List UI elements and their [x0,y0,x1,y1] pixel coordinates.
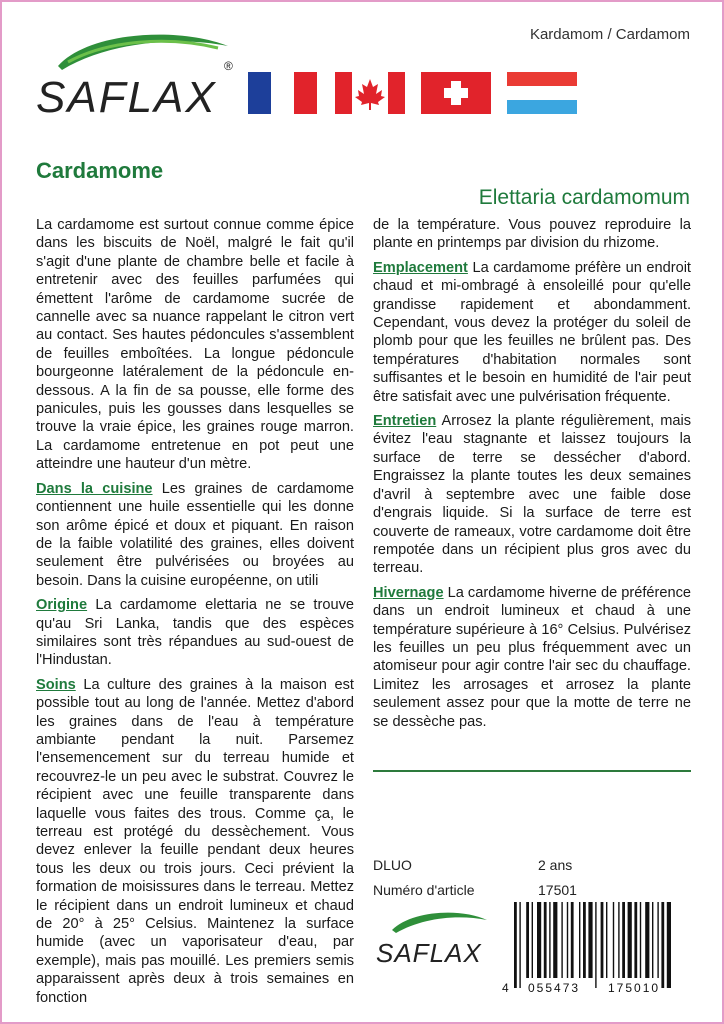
brand-text: SAFLAX [36,73,217,120]
barcode-digits-right: 175010 [608,981,661,994]
divider-line [373,770,691,772]
barcode-digit-prefix: 4 [502,981,509,994]
right-column [373,216,691,737]
cuisine-text: Les graines de cardamome contiennent une huile essentielle qui les donne son arôme épicé et doux et piquant. En raison de la faible volatilité des graines, elles doivent seulement être pulvérisées ou broyées au besoin. Dans la cuisine européenne, on utili [36,480,354,589]
emplacement-heading: Emplacement [373,259,468,276]
product-title: Cardamome [36,158,164,183]
barcode-digits-left: 055473 [528,981,581,994]
soins-section [36,676,354,1007]
emplacement-text: La cardamome préfère un endroit chaud et mi-ombragé à ensoleillé pour qu'elle grandisse rapidement et abondamment. Cependant, vous devez la protéger du soleil de plomb pour que les feuilles ne brûlent pas. Des températures d'habitation normales sont suffisantes et le besoin en humidité de l'air peut être satisfait avec une pulvérisation fréquente. [373,259,691,405]
dluo-label: DLUO [373,857,412,873]
left-column [36,216,354,1013]
article-value: 17501 [538,882,577,898]
barcode [500,902,690,994]
country-flags [248,72,578,114]
intro-paragraph: La cardamome est surtout connue comme épice dans les biscuits de Noël, malgré le fait qu'il s'agit d'une plante de chambre belle et facile à entretenir avec des feuilles parfumées qui émettent l'arôme de cardamome sucrée de cannelle avec sa nuance rappelant le citron vert au contact. Ses hautes pédoncules s'assemblent de feuilles emboîtées. La longue pédoncule bourgeonne latéralement de la pédoncule en-dessous. A la fin de sa pousse, elle forme des panicules, puis les gousses dans lesquelles se trouve la vraie épice, les graines rouge marron. La cardamome entretenue en pot peut une atteindre une hauteur d'un mètre. [36,217,354,473]
origine-section [36,596,354,670]
soins-heading: Soins [36,676,76,693]
dluo-value: 2 ans [538,857,573,873]
luxembourg-flag [507,72,577,114]
saflax-logo [28,28,243,120]
canada-flag [335,72,405,114]
soins-text: La culture des graines à la maison est possible tout au long de l'année. Mettez d'abord les graines dans de l'eau à température ambiante pendant la nuit. Parsemez l'ensemencement sur du terreau humide et recouvrez-le un peu avec le substrat. Couvrez le récipient avec une feuille transparente dans laquelle vous faites des trous. Comme ça, le terreau est protégé du dessèchement. Vous devez enlever la feuille pendant deux heures tous les deux ou trois jours. Ceci prévient la formation de moisissures dans le terreau. Mettez le récipient dans un endroit lumineux et chaud de 20° à 25° Celsius. Maintenez la surface humide (avec un vaporisateur d'eau, par exemple), mais pas mouillé. Les premiers semis apparaissent après deux à trois semaines en fonction [36,676,354,1006]
svg-text:®: ® [224,59,233,73]
origine-heading: Origine [36,597,88,614]
hivernage-heading: Hivernage [373,584,444,601]
entretien-heading: Entretien [373,413,437,430]
entretien-text: Arrosez la plante régulièrement, mais évitez l'eau stagnante et laissez toujours la surface de terre se dessécher d'abord. Engraissez la plante toutes les deux semaines d'avril à septembre avec une faible dose d'engrais liquide. Si la surface de terre est couverte de rameaux, votre cardamome doit être rempotée dans un récipient plus gros avec du terreau. [373,413,692,577]
switzerland-flag [421,72,491,114]
soins-continued: de la température. Vous pouvez reproduire la plante en printemps par division du rhizome. [373,217,691,252]
hivernage-text: La cardamome hiverne de préférence dans un endroit lumineux et chaud à une température supérieure à 16° Celsius. Pulvérisez les feuilles un peu plus fréquemment avec un atomiseur pour agir contre l'air sec du chauffage. Limitez les arrosages et arrosez la plante seulement assez pour que la motte de terre ne se dessèche pas. [373,584,692,730]
saflax-footer-logo [372,908,494,968]
footer-brand-text: SAFLAX [376,938,482,968]
hivernage-section [373,584,691,731]
cuisine-heading: Dans la cuisine [36,480,153,497]
france-flag [248,72,317,114]
entretien-section [373,412,691,578]
origine-text: La cardamome elettaria ne se trouve qu'au Sri Lanka, tandis que des espèces similaires sont très répandues au sud-ouest de l'Hindustan. [36,597,354,669]
latin-name: Elettaria cardamomum [478,186,690,209]
article-label: Numéro d'article [373,882,475,898]
breadcrumb: Kardamom / Cardamom [529,26,690,43]
emplacement-section [373,259,691,406]
cuisine-section [36,480,354,590]
